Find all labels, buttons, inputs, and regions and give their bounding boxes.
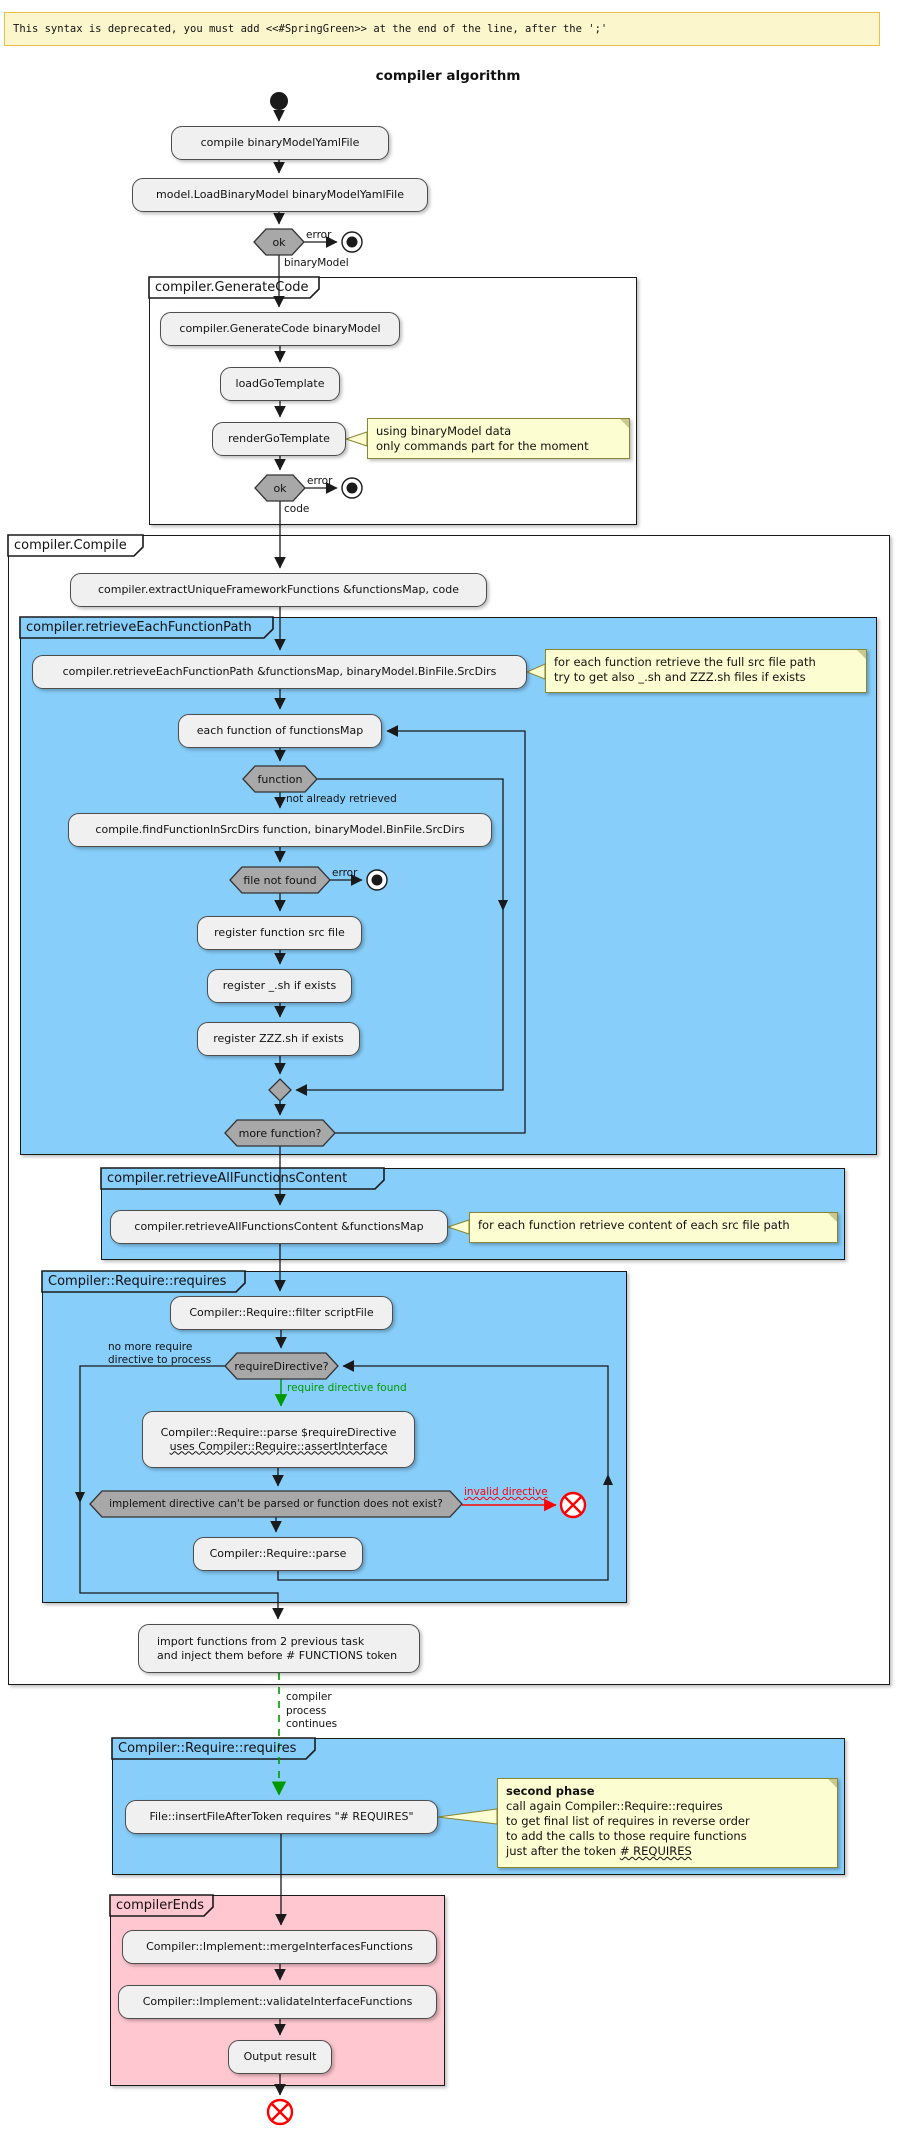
activity-import-functions-line2: and inject them before # FUNCTIONS token [157,1648,398,1662]
note-render-template-line2: only commands part for the moment [376,439,589,453]
activity-filter-script: Compiler::Require::filter scriptFile [170,1296,393,1330]
start-node [270,92,288,110]
end-node-error-load [342,232,362,252]
activity-load-binary-model: model.LoadBinaryModel binaryModelYamlFile [132,178,428,212]
partition-label-retrieve-each: compiler.retrieveEachFunctionPath [26,620,252,635]
partition-label-require-1: Compiler::Require::requires [48,1274,227,1289]
activity-extract-unique: compiler.extractUniqueFrameworkFunctions &functionsMap, code [70,573,487,607]
edge-label-require-directive-found: require directive found [287,1382,407,1394]
edge-label-no-more-require-line1: no more require [108,1341,193,1353]
partition-label-compile: compiler.Compile [14,538,127,553]
edge-label-code: code [284,503,310,515]
note-second-phase [497,1778,838,1868]
activity-register-underscore: register _.sh if exists [207,969,352,1003]
activity-register-zzz: register ZZZ.sh if exists [197,1022,360,1056]
note-render-template [367,418,630,459]
activity-render-go-template: renderGoTemplate [212,422,346,456]
edge-label-no-more-require-line2: directive to process [108,1353,212,1366]
activity-compile-yaml: compile binaryModelYamlFile [171,126,389,160]
note-second-phase-line4: just after the token # REQUIRES [506,1844,692,1858]
edge-label-binary-model: binaryModel [284,257,349,269]
edge-label-compiler-process-continues [286,1691,337,1732]
activity-generate-code: compiler.GenerateCode binaryModel [160,312,400,346]
partition-label-retrieve-all: compiler.retrieveAllFunctionsContent [107,1171,348,1186]
decision-label-implement-directive: implement directive can't be parsed or function does not exist? [109,1498,443,1510]
end-node-file-not-found [367,870,387,890]
edge-label-error1: error [306,229,332,241]
activity-insert-file: File::insertFileAfterToken requires "# REQUIRES" [125,1800,438,1834]
kill-node-invalid-directive-icon [561,1493,585,1517]
note-render-template-line1: using binaryModel data [376,424,512,438]
decision-label-function: function [257,772,303,786]
end-node-error-render [342,478,362,498]
note-retrieve-all-line1: for each function retrieve content of each src file path [478,1218,790,1232]
edge-label-invalid-directive: invalid directive [464,1486,548,1498]
edge-label-continues-line2: process [286,1704,327,1717]
edge-label-error3: error [332,867,358,879]
activity-parse-directive-line2: uses Compiler::Require::assertInterface [169,1439,388,1453]
activity-parse-directive-line1: Compiler::Require::parse $requireDirective [160,1425,397,1439]
decision-label-require-directive: requireDirective? [234,1359,329,1373]
note-second-phase-line1: call again Compiler::Require::requires [506,1799,723,1813]
activity-each-function: each function of functionsMap [178,714,382,748]
edge-label-no-more-require [108,1341,211,1366]
edge-label-not-already-retrieved: not already retrieved [286,793,397,805]
deprecation-warning-text: This syntax is deprecated, you must add <<#SpringGreen>> at the end of the line, after the ';' [13,23,608,35]
edge-label-continues-line3: continues [286,1718,338,1730]
decision-label-ok2: ok [273,481,287,495]
kill-node-final-icon [268,2100,292,2124]
activity-require-parse: Compiler::Require::parse [193,1537,363,1571]
edge-label-continues-line1: compiler [286,1691,332,1703]
activity-find-function: compile.findFunctionInSrcDirs function, binaryModel.BinFile.SrcDirs [68,813,492,847]
diagram-title: compiler algorithm [375,68,521,84]
activity-merge-interfaces: Compiler::Implement::mergeInterfacesFunctions [122,1930,437,1964]
decision-label-file-not-found: file not found [243,873,317,887]
note-second-phase-title: second phase [506,1784,595,1798]
activity-parse-directive [142,1411,415,1468]
deprecation-warning-banner [4,12,880,46]
activity-import-functions-line1: import functions from 2 previous task [157,1634,365,1648]
note-retrieve-each-line1: for each function retrieve the full src file path [554,655,816,669]
decision-label-ok1: ok [272,235,286,249]
note-retrieve-each-line2: try to get also _.sh and ZZZ.sh files if exists [554,670,806,684]
decision-label-more-function: more function? [238,1126,322,1140]
note-retrieve-each [545,649,867,693]
note-second-phase-token: # REQUIRES [619,1844,692,1858]
note-second-phase-line2: to get final list of requires in reverse order [506,1814,750,1828]
edge-label-error2: error [307,475,333,487]
activity-output-result: Output result [228,2040,332,2074]
partition-label-generate-code: compiler.GenerateCode [155,280,309,295]
note-retrieve-all [469,1212,838,1243]
partition-label-compiler-ends: compilerEnds [116,1898,205,1913]
activity-import-functions [138,1624,420,1673]
activity-validate-interfaces: Compiler::Implement::validateInterfaceFunctions [118,1985,437,2019]
partition-label-require-2: Compiler::Require::requires [118,1741,297,1756]
activity-load-go-template: loadGoTemplate [220,367,340,401]
activity-retrieve-each: compiler.retrieveEachFunctionPath &functionsMap, binaryModel.BinFile.SrcDirs [32,655,527,689]
merge-diamond [269,1079,291,1101]
activity-register-src: register function src file [197,916,362,950]
note-second-phase-line3: to add the calls to those require functions [506,1829,747,1843]
activity-retrieve-all: compiler.retrieveAllFunctionsContent &functionsMap [110,1210,448,1244]
